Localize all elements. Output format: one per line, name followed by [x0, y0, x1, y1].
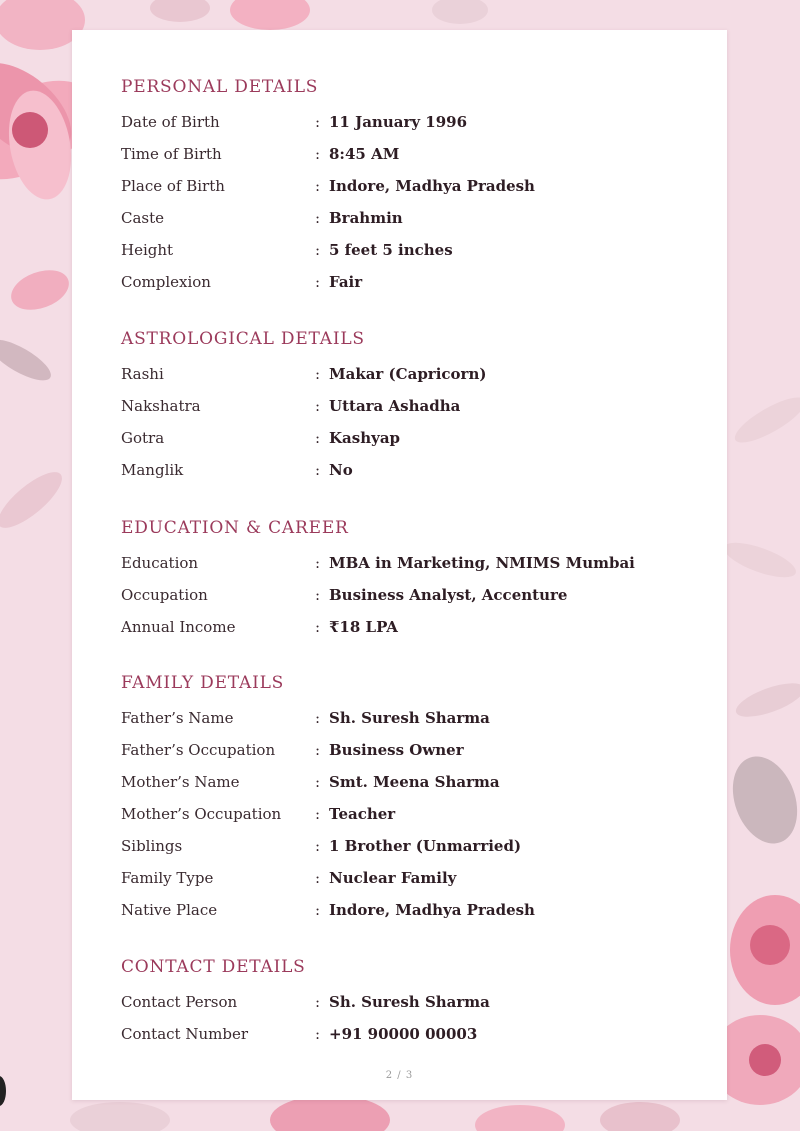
separator: : [315, 869, 321, 887]
detail-value: Indore, Madhya Pradesh [329, 901, 535, 919]
detail-value: Fair [329, 273, 363, 291]
detail-row [121, 170, 681, 202]
detail-label: Date of Birth [121, 113, 220, 131]
separator: : [315, 113, 321, 131]
detail-label: Siblings [121, 837, 183, 855]
separator: : [315, 993, 321, 1011]
separator: : [315, 397, 321, 415]
separator: : [315, 145, 321, 163]
detail-label: Father’s Name [121, 709, 234, 727]
detail-value: Indore, Madhya Pradesh [329, 177, 535, 195]
detail-row [121, 547, 681, 579]
detail-value: Sh. Suresh Sharma [329, 709, 490, 727]
detail-value: MBA in Marketing, NMIMS Mumbai [329, 554, 635, 572]
detail-value: Business Analyst, Accenture [329, 586, 568, 604]
detail-row [121, 1018, 681, 1050]
detail-row [121, 454, 681, 486]
detail-label: Contact Number [121, 1025, 248, 1043]
separator: : [315, 209, 321, 227]
separator: : [315, 177, 321, 195]
detail-label: Annual Income [121, 618, 236, 636]
detail-row [121, 734, 681, 766]
detail-value: +91 90000 00003 [329, 1025, 478, 1043]
separator: : [315, 805, 321, 823]
detail-label: Contact Person [121, 993, 238, 1011]
section-title: PERSONAL DETAILS [121, 77, 319, 97]
separator: : [315, 461, 321, 479]
detail-value: Teacher [329, 805, 396, 823]
detail-label: Nakshatra [121, 397, 201, 415]
detail-row [121, 611, 681, 643]
section-title: EDUCATION & CAREER [121, 518, 349, 538]
separator: : [315, 1025, 321, 1043]
detail-label: Family Type [121, 869, 214, 887]
detail-label: Height [121, 241, 174, 259]
detail-row [121, 358, 681, 390]
detail-value: Makar (Capricorn) [329, 365, 487, 383]
detail-row [121, 579, 681, 611]
detail-value: ₹18 LPA [329, 618, 398, 636]
detail-value: Kashyap [329, 429, 401, 447]
detail-label: Place of Birth [121, 177, 225, 195]
detail-value: Business Owner [329, 741, 464, 759]
separator: : [315, 241, 321, 259]
detail-value: Uttara Ashadha [329, 397, 461, 415]
detail-row [121, 862, 681, 894]
detail-value: Smt. Meena Sharma [329, 773, 500, 791]
detail-value: Nuclear Family [329, 869, 457, 887]
section-title: FAMILY DETAILS [121, 673, 285, 693]
separator: : [315, 773, 321, 791]
detail-label: Time of Birth [121, 145, 222, 163]
separator: : [315, 554, 321, 572]
detail-label: Mother’s Name [121, 773, 240, 791]
detail-label: Caste [121, 209, 165, 227]
detail-value: No [329, 461, 353, 479]
detail-row [121, 830, 681, 862]
detail-label: Occupation [121, 586, 208, 604]
detail-row [121, 986, 681, 1018]
section-title: ASTROLOGICAL DETAILS [121, 329, 365, 349]
detail-label: Rashi [121, 365, 164, 383]
detail-value: 11 January 1996 [329, 113, 468, 131]
detail-row [121, 766, 681, 798]
detail-row [121, 266, 681, 298]
section-personal-details [121, 76, 681, 298]
detail-label: Complexion [121, 273, 211, 291]
separator: : [315, 273, 321, 291]
detail-row [121, 422, 681, 454]
separator: : [315, 741, 321, 759]
detail-label: Education [121, 554, 199, 572]
separator: : [315, 429, 321, 447]
detail-value: 8:45 AM [329, 145, 400, 163]
separator: : [315, 618, 321, 636]
section-astrological-details [121, 328, 681, 486]
detail-row [121, 138, 681, 170]
section-contact-details [121, 956, 681, 1050]
detail-row [121, 106, 681, 138]
detail-value: Brahmin [329, 209, 403, 227]
separator: : [315, 837, 321, 855]
detail-label: Manglik [121, 461, 184, 479]
page-number: 2 / 3 [385, 1070, 414, 1081]
separator: : [315, 586, 321, 604]
detail-value: 5 feet 5 inches [329, 241, 453, 259]
detail-value: Sh. Suresh Sharma [329, 993, 490, 1011]
detail-row [121, 798, 681, 830]
detail-row [121, 702, 681, 734]
detail-label: Father’s Occupation [121, 741, 276, 759]
detail-label: Mother’s Occupation [121, 805, 282, 823]
detail-label: Native Place [121, 901, 218, 919]
section-education-career [121, 517, 681, 643]
detail-row [121, 234, 681, 266]
detail-label: Gotra [121, 429, 165, 447]
section-family-details [121, 672, 681, 926]
separator: : [315, 709, 321, 727]
separator: : [315, 901, 321, 919]
section-title: CONTACT DETAILS [121, 957, 306, 977]
detail-value: 1 Brother (Unmarried) [329, 837, 522, 855]
detail-row [121, 894, 681, 926]
separator: : [315, 365, 321, 383]
detail-row [121, 202, 681, 234]
page-card [72, 30, 727, 1100]
detail-row [121, 390, 681, 422]
